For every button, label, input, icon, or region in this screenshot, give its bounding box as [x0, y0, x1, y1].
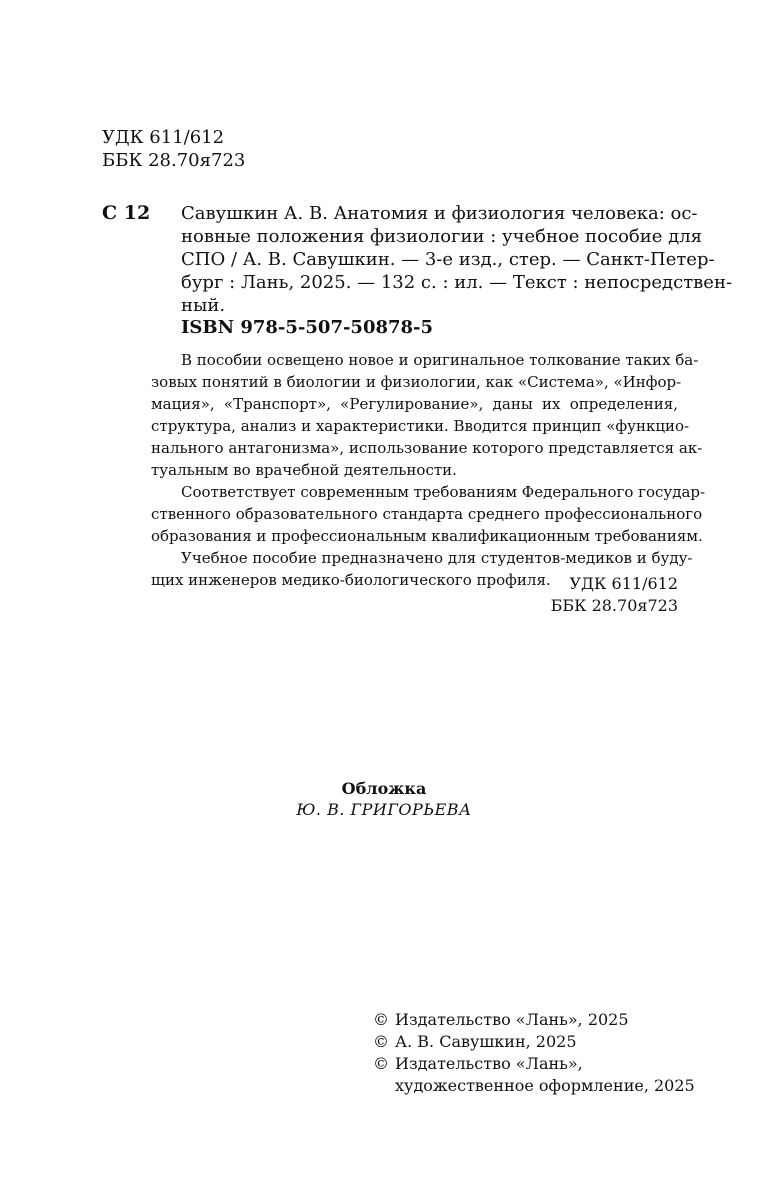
copyright-row — [373, 1009, 695, 1031]
biblio-line: новные положения физиологии : учебное пособие для — [181, 226, 703, 247]
biblio-line: СПО / А. В. Савушкин. — 3-е изд., стер. — Санкт-Петер- — [181, 249, 715, 270]
bbk-code: ББК 28.70я723 — [102, 150, 246, 171]
copyright-text: художественное оформление, 2025 — [395, 1076, 695, 1095]
biblio-line: Савушкин А. В. Анатомия и физиология человека: ос- — [181, 203, 698, 224]
copyright-icon: © — [373, 1010, 389, 1029]
classification-bottom — [430, 573, 678, 617]
copyright-text: Издательство «Лань», 2025 — [395, 1010, 629, 1029]
classification-top — [102, 126, 245, 172]
copyright-icon: © — [373, 1032, 389, 1051]
bbk-code: ББК 28.70я723 — [550, 596, 678, 615]
annotation — [151, 349, 706, 591]
cover-label: Обложка — [341, 779, 427, 798]
annotation-line: ственного образовательного стандарта среднего профессионального — [151, 505, 703, 523]
copyright-row — [373, 1053, 695, 1075]
annotation-line: В пособии освещено новое и оригинальное толкование таких ба- — [181, 351, 699, 369]
cover-credit — [0, 778, 768, 820]
annotation-line: образования и профессиональным квалификационным требованиям. — [151, 527, 703, 545]
udk-code: УДК 611/612 — [569, 574, 678, 593]
copyright-block — [373, 1009, 695, 1097]
annotation-line: туальным во врачебной деятельности. — [151, 461, 457, 479]
biblio-line: бург : Лань, 2025. — 132 с. : ил. — Текст : непосредствен- — [181, 272, 733, 293]
isbn: ISBN 978-5-507-50878-5 — [181, 317, 434, 338]
author-code: С 12 — [102, 202, 151, 224]
annotation-line: зовых понятий в биологии и физиологии, как «Система», «Инфор- — [151, 373, 682, 391]
annotation-line: Учебное пособие предназначено для студентов-медиков и буду- — [181, 549, 693, 567]
annotation-line: мация», «Транспорт», «Регулирование», даны их определения, — [151, 395, 678, 413]
copyright-icon: © — [373, 1054, 389, 1073]
bibliographic-record — [181, 202, 733, 317]
copyright-text: Издательство «Лань», — [395, 1054, 583, 1073]
udk-code: УДК 611/612 — [102, 127, 225, 148]
annotation-line: нального антагонизма», использование которого представляется ак- — [151, 439, 703, 457]
annotation-line: щих инженеров медико-биологического профиля. — [151, 571, 551, 589]
annotation-line: Соответствует современным требованиям Федерального государ- — [181, 483, 706, 501]
copyright-text: А. В. Савушкин, 2025 — [395, 1032, 577, 1051]
biblio-line: ный. — [181, 295, 226, 316]
cover-designer: Ю. В. ГРИГОРЬЕВА — [296, 800, 472, 819]
copyright-row — [373, 1031, 695, 1053]
annotation-line: структура, анализ и характеристики. Вводится принцип «функцио- — [151, 417, 690, 435]
